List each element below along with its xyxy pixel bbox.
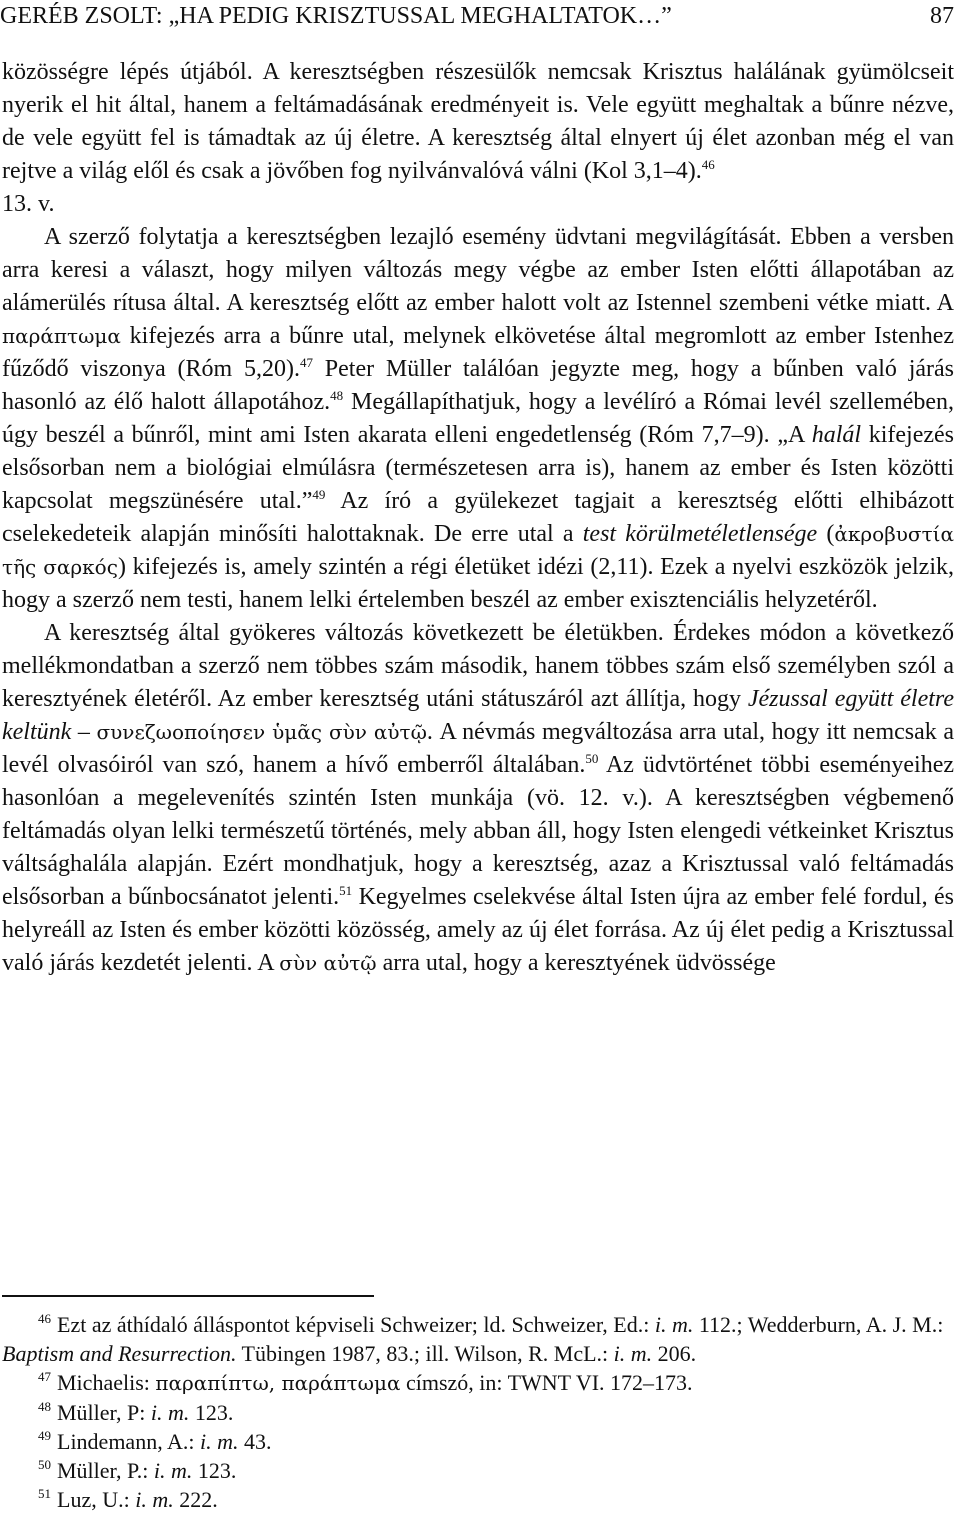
footnote-number: 47: [38, 1369, 51, 1384]
footnote-ref-50: 50: [585, 751, 599, 766]
greek-term: συνεζωοποίησεν ὑμᾶς σὺν αὐτῷ: [96, 720, 427, 744]
text-run: –: [71, 719, 97, 745]
footnote-text: Tübingen 1987, 83.; ill. Wilson, R. McL.:: [236, 1341, 614, 1366]
footnote-text: Michaelis:: [57, 1370, 156, 1395]
footnote-46: [2, 1310, 954, 1368]
footnote-ref-47: 47: [299, 355, 313, 370]
footnote-number: 46: [38, 1311, 51, 1326]
italic-term: halál: [811, 422, 862, 448]
text-run: Megállapíthatjuk, hogy a levélíró a Római levél szellemében, úgy beszél a bűnről, mint ami Isten akarata elleni engedetlenség (Róm 7,7–9). „A: [2, 389, 954, 448]
text-run: . A névmás megváltozása arra utal, hogy itt nemcsak a levél olvasóiról van szó, hanem a hívő emberről általában.: [2, 719, 954, 778]
text-run: Kegyelmes cselekvése által Isten újra az ember felé fordul, és helyreáll az Isten és ember közötti közösség, amely az új élet forrása. Az új élet pedig a Krisztussal való járás kezdetét jelenti. A: [2, 884, 955, 976]
greek-term: παραπίπτω, παράπτωμα: [155, 1371, 401, 1395]
text-run: kifejezés arra a bűnre utal, melynek elkövetése által megromlott az ember Istenhez fűződő viszonya (Róm 5,20).: [2, 323, 954, 382]
footnote-50: [2, 1456, 954, 1485]
footnote-text: Müller, P:: [57, 1400, 151, 1425]
footnotes: [2, 1310, 954, 1514]
text-run: Peter Müller találóan jegyzte meg, hogy a bűnben való járás hasonló az élő halott állapotához.: [2, 356, 954, 415]
text-run: ) kifejezés is, amely szintén a régi életüket idézi (2,11). Ezek a nyelvi eszközök jelzik, hogy a szerző nem testi, hanem lelki értelemben beszél az ember exisztenciális helyzetéről.: [2, 554, 954, 613]
footnote-text: 222.: [173, 1487, 218, 1512]
footnote-italic: i. m.: [613, 1341, 653, 1366]
footnote-italic: i. m.: [150, 1400, 190, 1425]
page-header: [0, 0, 954, 32]
footnote-text: Lindemann, A.:: [57, 1429, 200, 1454]
running-title: GERÉB ZSOLT: „HA PEDIG KRISZTUSSAL MEGHALTATOK…”: [0, 3, 672, 29]
footnote-ref-46: 46: [701, 157, 715, 172]
footnote-number: 51: [38, 1486, 51, 1501]
footnote-text: címszó, in: TWNT VI. 172–173.: [400, 1370, 693, 1395]
footnote-text: 43.: [238, 1429, 272, 1454]
body-text: [2, 56, 954, 980]
footnote-text: Luz, U.:: [57, 1487, 136, 1512]
footnote-ref-49: 49: [312, 487, 326, 502]
greek-term: σὺν αὐτῷ: [279, 951, 377, 975]
footnote-text: Ezt az áthídaló álláspontot képviseli Schweizer; ld. Schweizer, Ed.:: [57, 1312, 655, 1337]
paragraph-3: [2, 617, 954, 980]
footnote-49: [2, 1427, 954, 1456]
footnote-47: [2, 1368, 954, 1398]
footnote-number: 49: [38, 1428, 51, 1443]
greek-term: ἀκροβυστία τῆς σαρκός: [2, 522, 954, 579]
page-number: 87: [930, 3, 954, 29]
text-run: (: [817, 521, 835, 547]
footnote-ref-48: 48: [330, 388, 344, 403]
footnote-text: 112.; Wedderburn, A. J. M.:: [693, 1312, 944, 1337]
footnote-48: [2, 1398, 954, 1427]
footnote-text: 206.: [652, 1341, 697, 1366]
footnote-number: 50: [38, 1457, 51, 1472]
footnote-italic: i. m.: [135, 1487, 174, 1512]
footnote-divider: [2, 1295, 374, 1297]
text-run: kifejezés elsősorban nem a biológiai elmúlásra (természetesen arra is), hanem az ember és Isten közötti kapcsolat megszünésére utal.”: [2, 422, 954, 514]
paragraph-2: [2, 221, 954, 617]
footnote-text: 123.: [189, 1400, 234, 1425]
footnote-ref-51: 51: [339, 883, 353, 898]
text-run: arra utal, hogy a keresztyének üdvössége: [376, 950, 776, 976]
footnote-text: Müller, P.:: [57, 1458, 154, 1483]
footnote-number: 48: [38, 1399, 51, 1414]
footnote-italic: i. m.: [654, 1312, 694, 1337]
footnote-text: 123.: [192, 1458, 237, 1483]
footnote-italic: i. m.: [199, 1429, 239, 1454]
paragraph-1: [2, 56, 954, 188]
text-run: A szerző folytatja a keresztségben lezajló esemény üdvtani megvilágítását. Ebben a versben arra keresi a választ, hogy milyen változás megy végbe az ember Isten előtti állapotában az alámerülés rítusa által. A keresztség előtt az ember halott volt az Istennel szembeni vétke miatt. A: [2, 224, 954, 316]
paragraph-1-text: közösségre lépés útjából. A keresztségben részesülők nemcsak Krisztus halálának gyümölcseit nyerik el hit által, hanem a feltámadásának eredményeit is. Vele együtt meghaltak a bűnre nézve, de vele együtt fel is támadtak az új életre. A keresztség által elnyert új élet azonban még el van rejtve a világ elől és csak a jövőben fog nyilvánvalóvá válni (Kol 3,1–4).: [2, 59, 954, 184]
text-run: Az író a gyülekezet tagjait a keresztség előtti elhibázott cselekedeteik alapján minősíti halottaknak. De erre utal a: [2, 488, 955, 547]
section-heading: 13. v.: [2, 191, 55, 217]
footnote-italic: Baptism and Resurrection.: [2, 1341, 237, 1366]
italic-term: Jézussal együtt életre keltünk: [2, 686, 954, 745]
italic-term: test körülmetéletlensége: [582, 521, 818, 547]
footnote-italic: i. m.: [153, 1458, 193, 1483]
footnote-51: [2, 1485, 954, 1514]
greek-term: παράπτωμα: [2, 324, 121, 348]
text-run: A keresztség által gyökeres változás következett be életükben. Érdekes módon a következő mellékmondatban a szerző nem többes szám második, hanem többes szám első személyben szól a keresztyének életéről. Az ember keresztség utáni státuszáról azt állítja, hogy: [2, 620, 954, 712]
text-run: Az üdvtörténet többi eseményeihez hasonlóan a megelevenítés szintén Isten munkája (vö. 12. v.). A keresztségben végbemenő feltámadás olyan lelki természetű történés, mely abban áll, hogy Isten elengedi vétkeinket Krisztus váltsághalála alapján. Ezért mondhatjuk, hogy a keresztség, azaz a Krisztussal való feltámadás elsősorban a bűnbocsánatot jelenti.: [2, 752, 954, 910]
